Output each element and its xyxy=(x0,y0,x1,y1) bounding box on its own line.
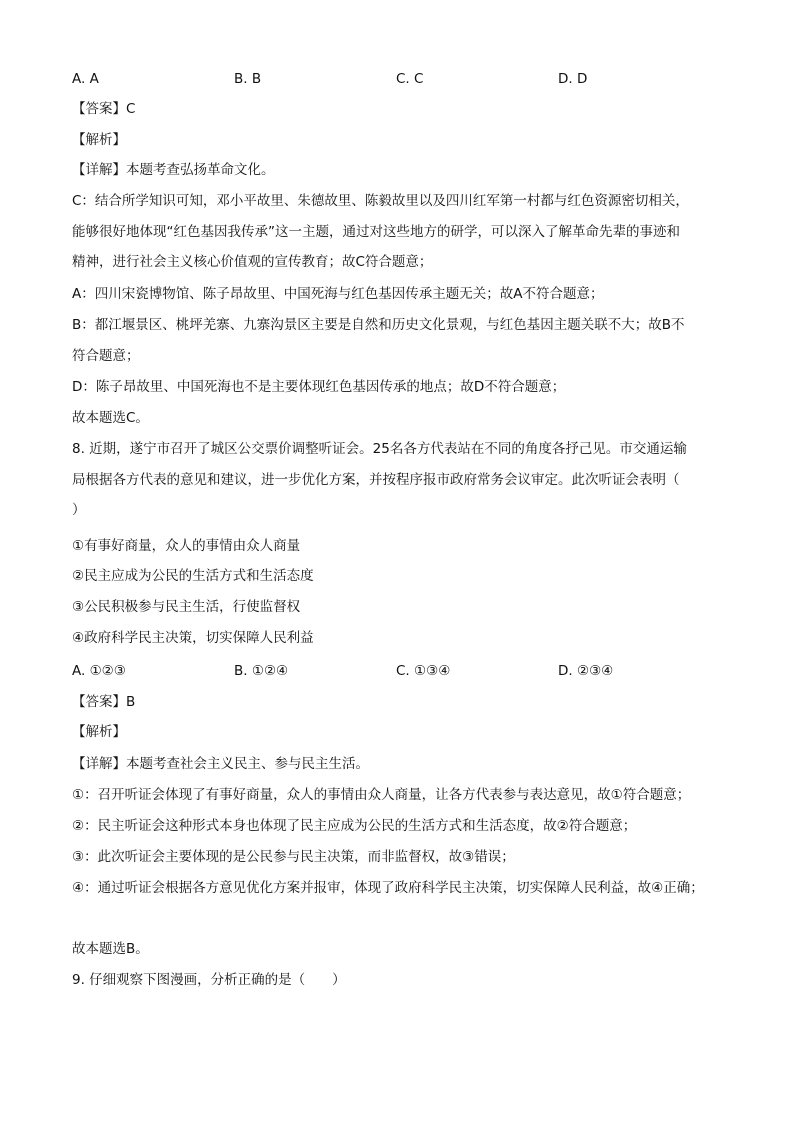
q7-analysis-label: 【解析】 xyxy=(72,132,126,148)
q7-c-line-2: 能够很好地体现“红色基因我传承”这一主题，通过对这些地方的研学，可以深入了解革命先辈的事迹和 xyxy=(72,224,680,240)
q7-option-d: D. D xyxy=(558,71,588,87)
q8-stem-line-3: ） xyxy=(72,502,86,518)
q8-answer: 【答案】B xyxy=(72,694,136,710)
q8-option-c: C. ①③④ xyxy=(396,663,451,679)
q7-c-line-1: C：结合所学知识可知，邓小平故里、朱德故里、陈毅故里以及四川红军第一村都与红色资源密切相关， xyxy=(72,193,689,209)
q8-stem-line-2: 局根据各方代表的意见和建议，进一步优化方案，并按程序报市政府常务会议审定。此次听证会表明（ xyxy=(72,472,680,488)
q8-conclusion: 故本题选B。 xyxy=(72,941,149,957)
q9-stem: 9. 仔细观察下图漫画，分析正确的是（ ） xyxy=(72,972,346,988)
q8-option-a: A. ①②③ xyxy=(72,663,126,679)
q7-b-line-1: B：都江堰景区、桃坪羌寨、九寨沟景区主要是自然和历史文化景观，与红色基因主题关联不大；故B不 xyxy=(72,317,685,333)
q8-item-3: ③公民积极参与民主生活，行使监督权 xyxy=(72,599,301,615)
q8-explanation-2: ②：民主听证会这种形式本身也体现了民主应成为公民的生活方式和生活态度，故②符合题意； xyxy=(72,818,637,834)
q7-option-b: B. B xyxy=(234,71,262,87)
q7-option-c: C. C xyxy=(396,71,424,87)
q8-explanation-4: ④：通过听证会根据各方意见优化方案并报审，体现了政府科学民主决策，切实保障人民利益，故④正确； xyxy=(72,880,704,896)
q8-option-d: D. ②③④ xyxy=(558,663,614,679)
q8-option-b: B. ①②④ xyxy=(234,663,289,679)
q7-detail: 【详解】本题考查弘扬革命文化。 xyxy=(72,162,275,178)
q7-conclusion: 故本题选C。 xyxy=(72,410,149,426)
q7-d-line: D：陈子昂故里、中国死海也不是主要体现红色基因传承的地点；故D不符合题意； xyxy=(72,379,566,395)
q7-option-a: A. A xyxy=(72,71,99,87)
q8-analysis-label: 【解析】 xyxy=(72,724,126,740)
q7-answer: 【答案】C xyxy=(72,101,136,117)
q8-item-1: ①有事好商量，众人的事情由众人商量 xyxy=(72,538,301,554)
q7-b-line-2: 符合题意； xyxy=(72,348,140,364)
q7-a-line: A：四川宋瓷博物馆、陈子昂故里、中国死海与红色基因传承主题无关；故A不符合题意； xyxy=(72,286,604,302)
q7-c-line-3: 精神，进行社会主义核心价值观的宣传教育；故C符合题意； xyxy=(72,254,433,270)
q8-stem-line-1: 8. 近期，遂宁市召开了城区公交票价调整听证会。25名各方代表站在不同的角度各抒己见。市交通运输 xyxy=(72,441,687,457)
q8-item-2: ②民主应成为公民的生活方式和生活态度 xyxy=(72,568,314,584)
q8-item-4: ④政府科学民主决策，切实保障人民利益 xyxy=(72,630,314,646)
q8-explanation-3: ③：此次听证会主要体现的是公民参与民主决策，而非监督权，故③错误； xyxy=(72,849,515,865)
q8-explanation-1: ①：召开听证会体现了有事好商量，众人的事情由众人商量，让各方代表参与表达意见，故①符合题意； xyxy=(72,787,691,803)
q8-detail: 【详解】本题考查社会主义民主、参与民主生活。 xyxy=(72,756,369,772)
